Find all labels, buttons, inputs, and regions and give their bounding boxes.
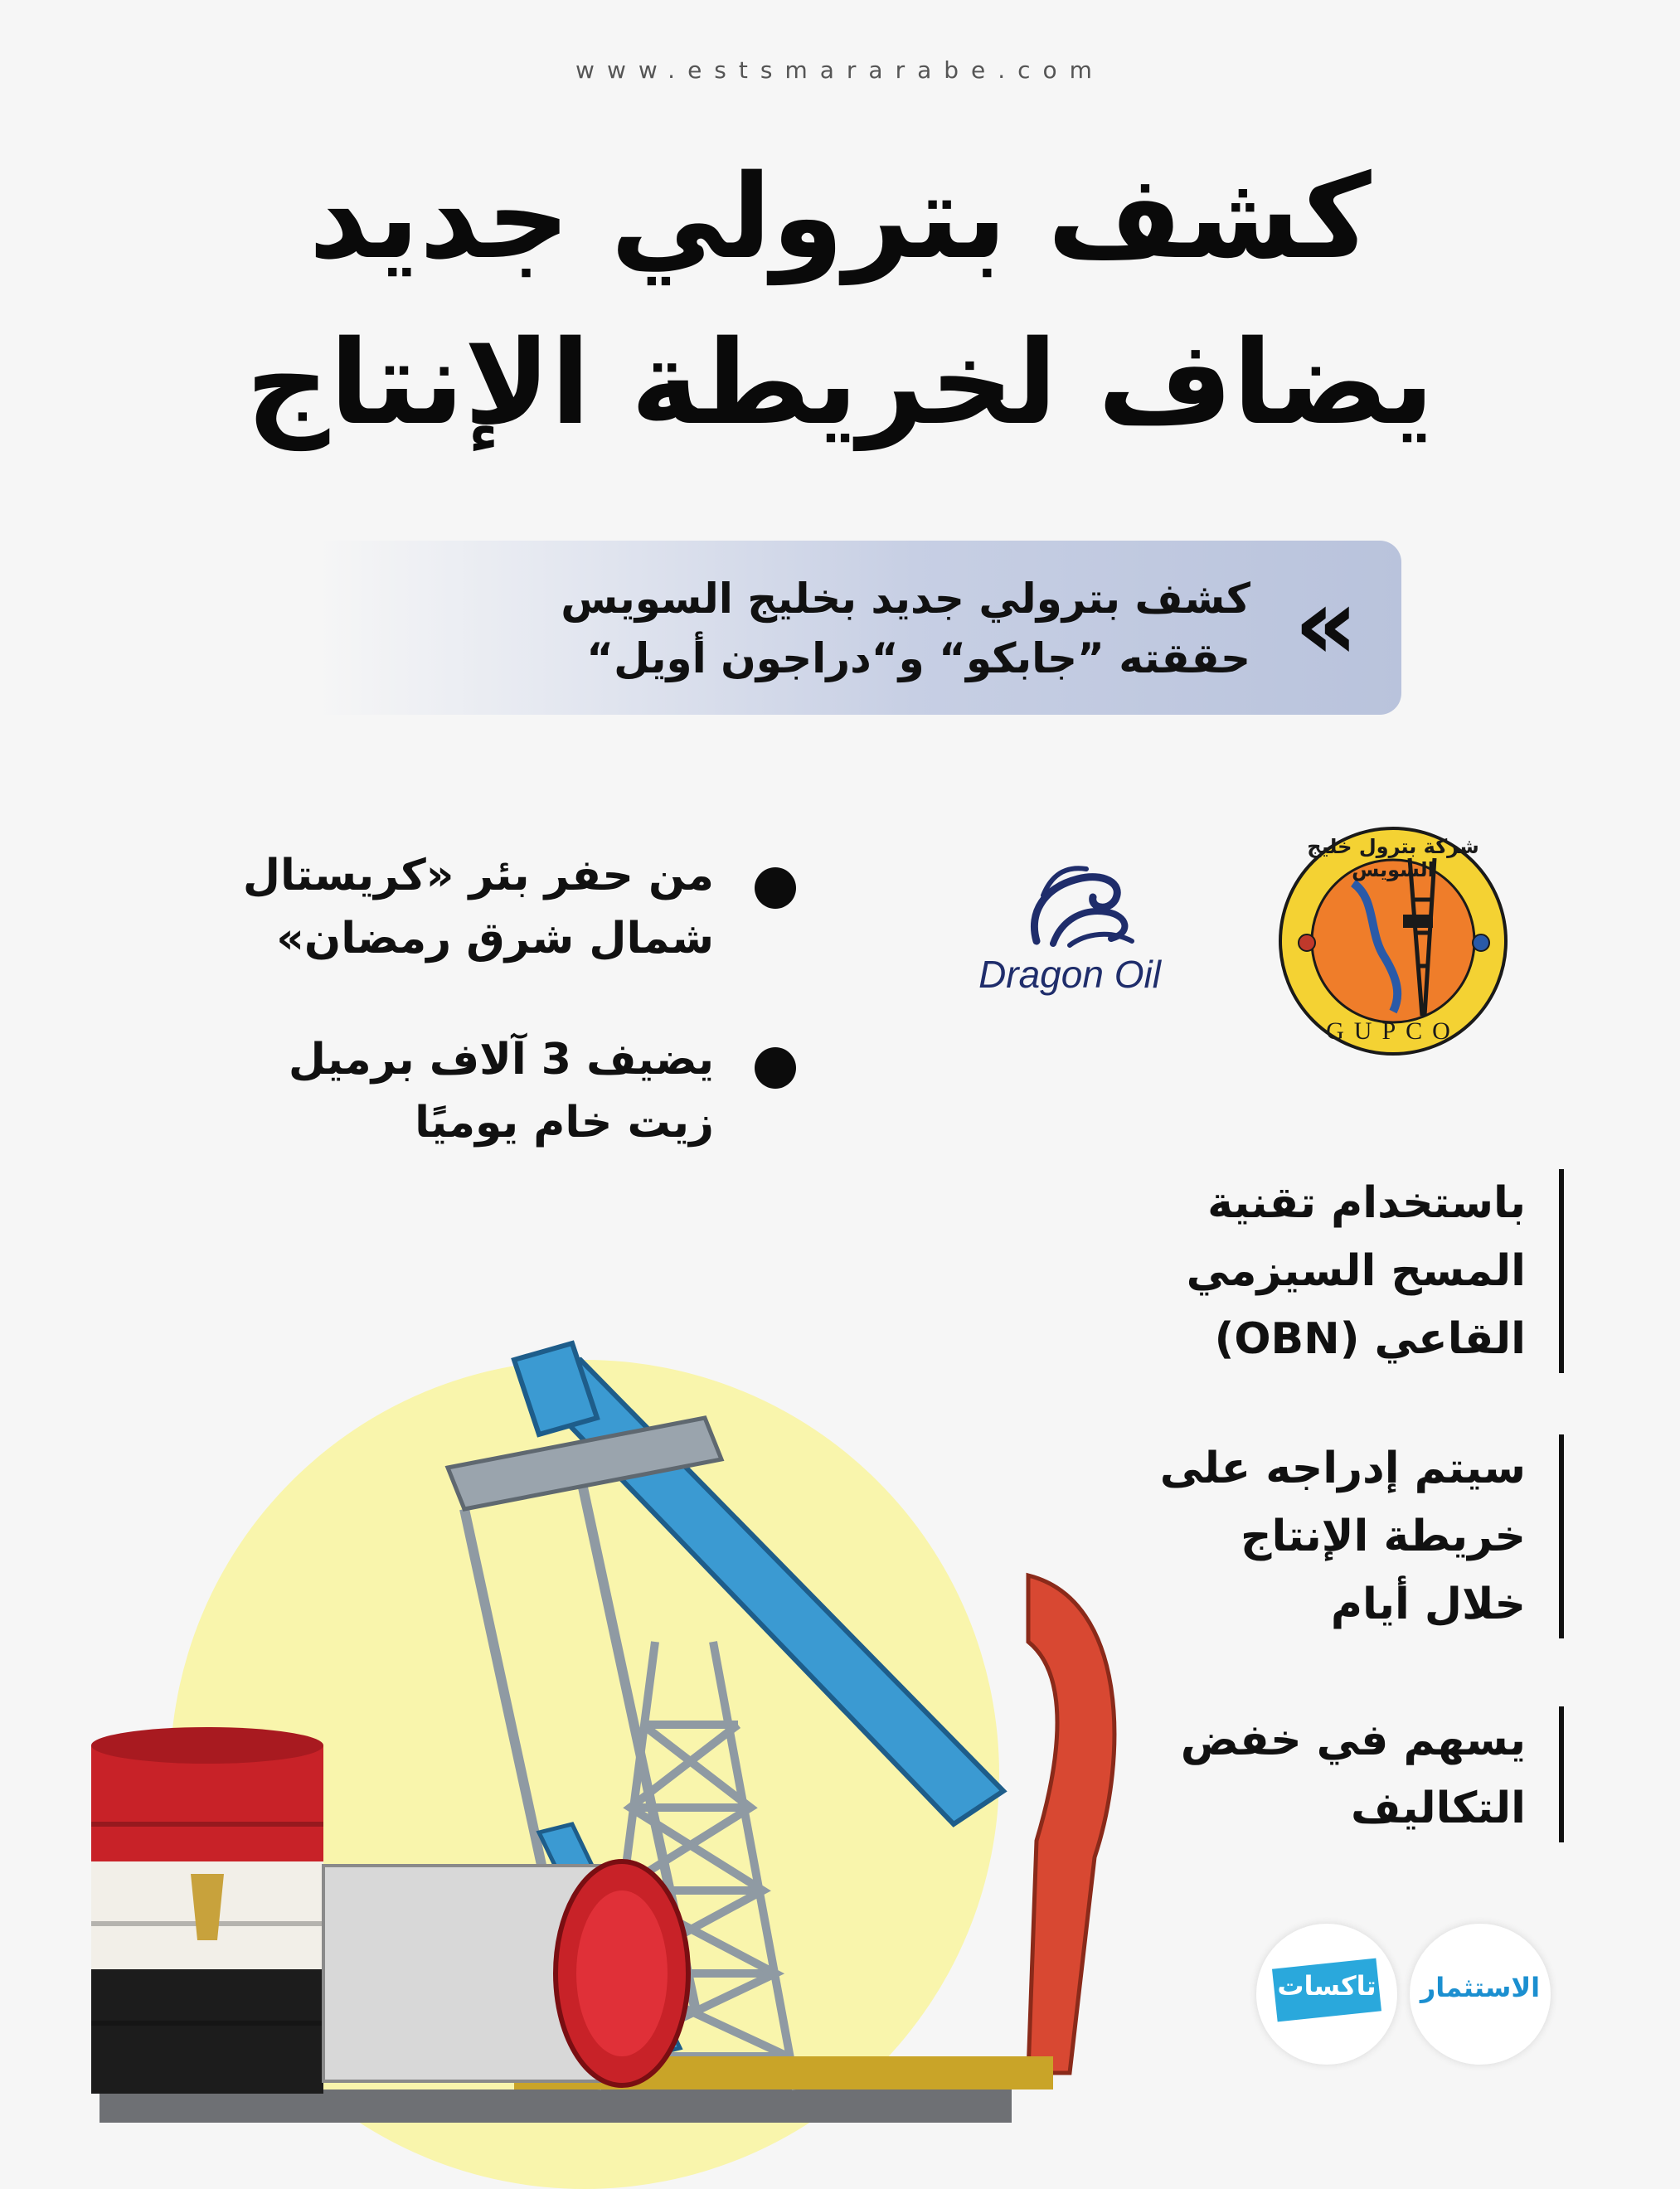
gupco-arabic-name: شركة بترول خليج السويس — [1307, 835, 1479, 881]
taxes-wordmark: تاكسات — [1277, 1970, 1377, 2002]
flag-barrel — [91, 1727, 323, 2094]
quote-icon: « — [1294, 567, 1358, 682]
bullet-1-line-2: شمال شرق رمضان» — [276, 914, 714, 963]
fact-costs — [1181, 1706, 1564, 1842]
dragon-oil-wordmark: Dragon Oil — [978, 953, 1161, 996]
taxes-logo — [1256, 1924, 1397, 2065]
fact-2-line-2: خريطة الإنتاج — [1241, 1512, 1526, 1561]
bullet-2-line-2: زيت خام يوميًا — [415, 1098, 714, 1148]
page-title-line-1: كشف بترولي جديد — [308, 150, 1372, 285]
summary-banner — [315, 541, 1401, 715]
dragon-icon — [945, 862, 1194, 954]
bullet-2-line-1: يضيف 3 آلاف برميل — [288, 1035, 714, 1085]
fact-3-line-2: التكاليف — [1350, 1784, 1526, 1833]
gupco-latin-name: GUPCO — [1326, 1017, 1460, 1045]
bullet-dot-icon — [755, 867, 796, 909]
fact-2-line-3: خلال أيام — [1330, 1580, 1526, 1629]
estesmar-logo — [1410, 1924, 1551, 2065]
banner-line-1: كشف بترولي جديد بخليج السويس — [561, 575, 1250, 623]
walking-beam — [522, 1360, 1003, 1824]
fact-obn — [1187, 1169, 1564, 1373]
fallen-barrel — [323, 1861, 688, 2085]
site-url: www.estsmararabe.com — [575, 56, 1105, 84]
dragon-oil-logo — [945, 862, 1194, 1007]
bullet-item-1 — [243, 844, 714, 970]
bullet-item-2 — [289, 1028, 714, 1154]
fact-1-line-1: باستخدام تقنية — [1207, 1178, 1526, 1228]
bullet-1-line-1: من حفر بئر «كريستال — [242, 851, 714, 900]
fact-production-map — [1160, 1434, 1564, 1638]
banner-text — [561, 569, 1250, 688]
fact-1-line-2: المسح السيزمي — [1186, 1246, 1526, 1296]
counterweight-crank — [1028, 1575, 1114, 2073]
fact-2-line-1: سيتم إدراجه على — [1159, 1444, 1526, 1493]
fact-1-line-3: القاعي (OBN) — [1214, 1314, 1526, 1364]
estesmar-wordmark: الاستثمار — [1420, 1972, 1541, 2003]
fact-3-line-1: يسهم في خفض — [1180, 1716, 1526, 1765]
ground-strip — [100, 2090, 1012, 2123]
bullet-dot-icon — [755, 1047, 796, 1089]
banner-line-2: حققته ”جابكو“ و“دراجون أويل“ — [586, 634, 1250, 682]
page-title-line-2: يضاف لخريطة الإنتاج — [245, 316, 1435, 451]
horse-head — [514, 1343, 597, 1434]
oil-pump-illustration — [0, 1327, 1161, 2123]
gupco-logo — [1277, 825, 1509, 1057]
